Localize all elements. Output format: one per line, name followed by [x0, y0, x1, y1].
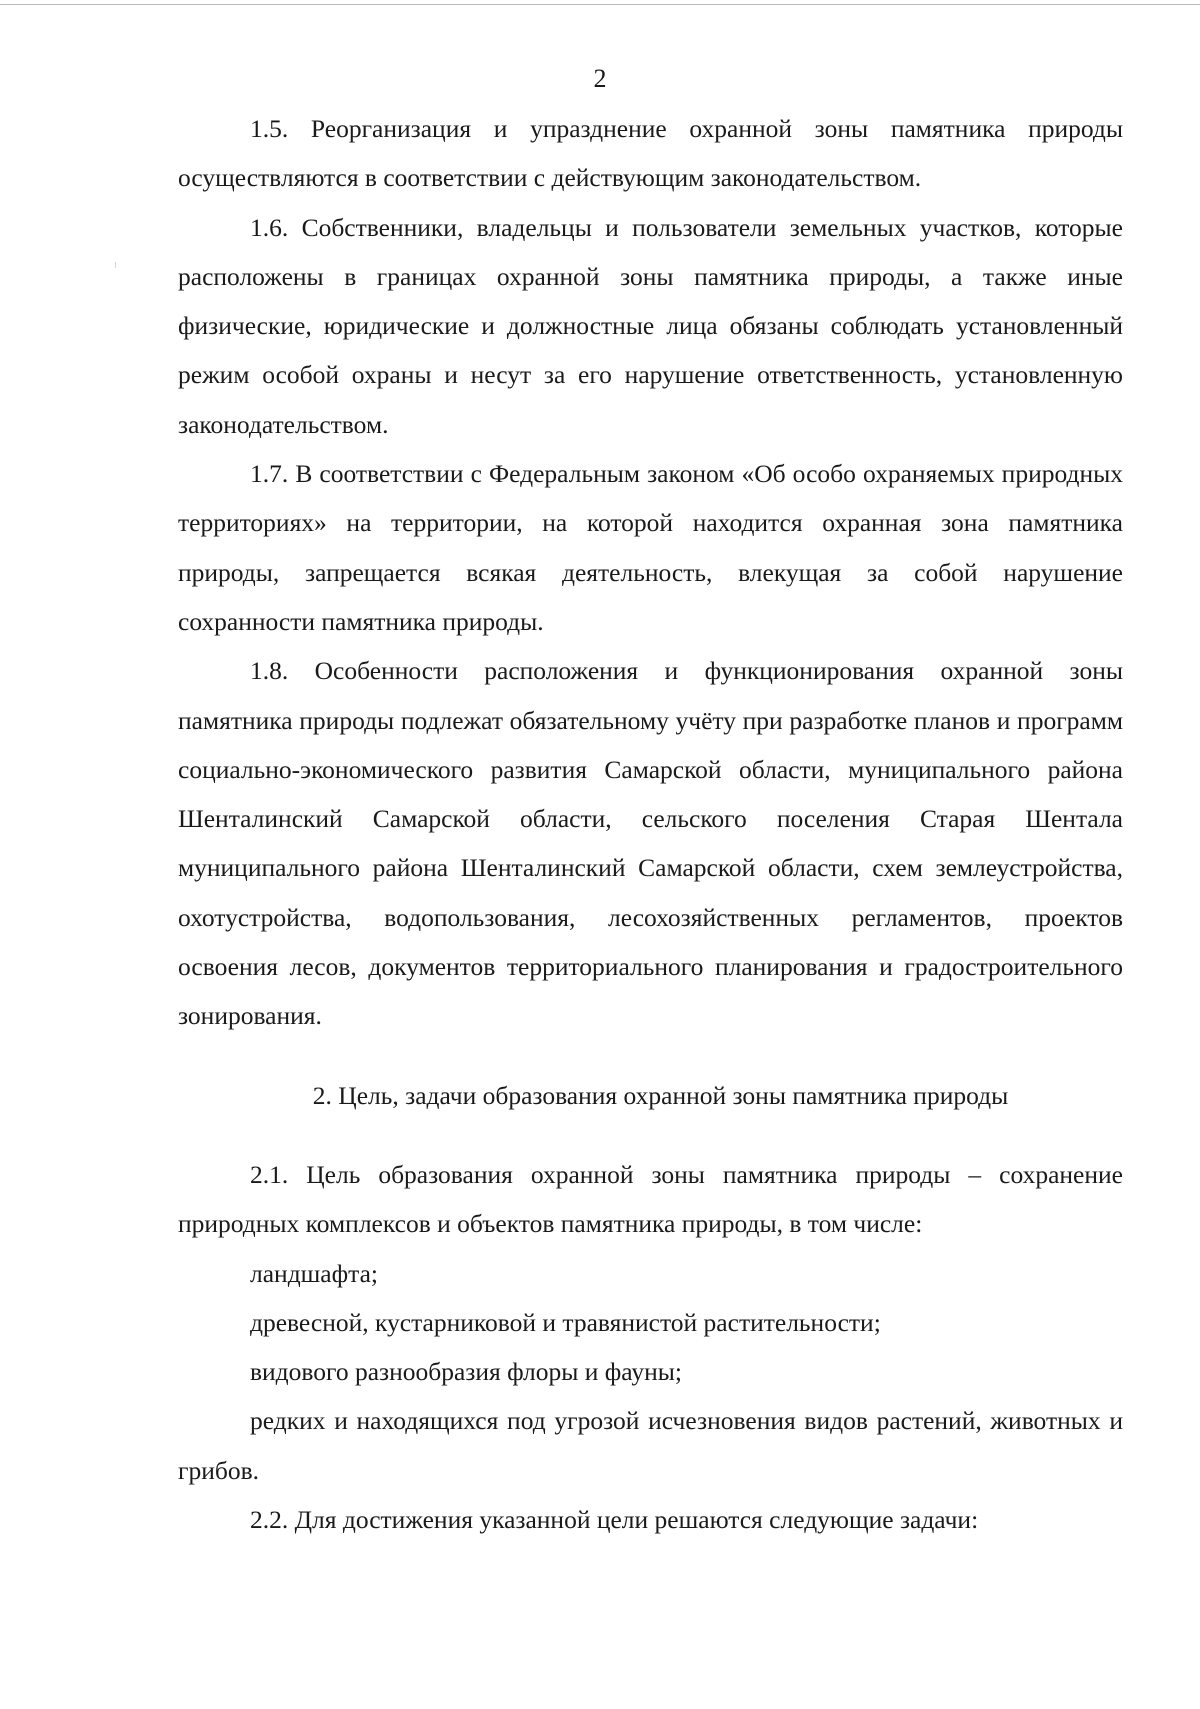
list-item-landscape: ландшафта; — [250, 1258, 378, 1288]
paragraph-1-7: 1.7. В соответствии с Федеральным законом «Об особо охраняемых природных территориях» на территории, на которой находится охранная зона памятника природы, запрещается всякая деятельность, влекущая за собой нарушение сохранности памятника природы. — [178, 459, 1123, 636]
list-item-biodiversity: видового разнообразия флоры и фауны; — [250, 1357, 682, 1387]
scan-speck — [115, 262, 116, 268]
list-item-vegetation: древесной, кустарниковой и травянистой растительности; — [250, 1307, 881, 1337]
paragraph-1-6: 1.6. Собственники, владельцы и пользователи земельных участков, которые расположены в границах охранной зоны памятника природы, а также иные физические, юридические и должностные лица обязаны соблюдать установленный режим особой охраны и несут за его нарушение ответственность, установленную законодательством. — [178, 212, 1123, 439]
list-item-rare-species: редких и находящихся под угрозой исчезновения видов растений, животных и грибов. — [178, 1406, 1123, 1485]
page-number: 2 — [593, 64, 607, 93]
paragraph-2-2: 2.2. Для достижения указанной цели решаются следующие задачи: — [250, 1505, 979, 1535]
paragraph-1-8: 1.8. Особенности расположения и функционирования охранной зоны памятника природы подлежат обязательному учёту при разработке планов и программ социально-экономического развития Самарской области, муниципального района Шенталинский Самарской области, сельского поселения Старая Шентала муниципального района Шенталинский Самарской области, схем землеустройства, охотустройства, водопользования, лесохозяйственных регламентов, проектов освоения лесов, документов территориального планирования и градостроительного зонирования. — [178, 656, 1123, 1031]
section-heading-2: 2. Цель, задачи образования охранной зоны памятника природы — [312, 1080, 1009, 1110]
paragraph-2-1: 2.1. Цель образования охранной зоны памятника природы – сохранение природных комплексов и объектов памятника природы, в том числе: — [178, 1159, 1123, 1239]
scan-edge-top — [0, 4, 1200, 5]
document-body — [178, 104, 1123, 1544]
paragraph-1-5: 1.5. Реорганизация и упразднение охранной зоны памятника природы осуществляются в соответствии с действующим законодательством. — [178, 114, 1123, 193]
